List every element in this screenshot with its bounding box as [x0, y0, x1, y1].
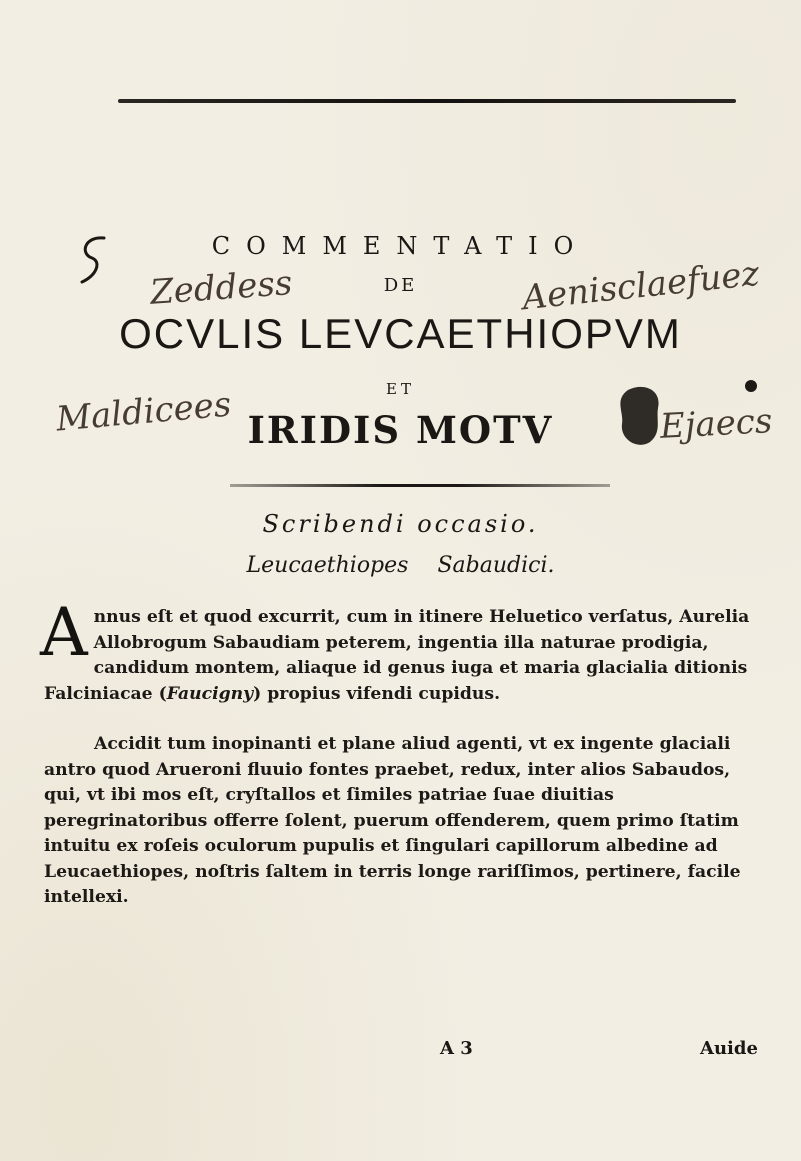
ink-dot-icon — [745, 380, 757, 392]
title-commentatio: COMMENTATIO — [211, 232, 590, 260]
middle-rule — [230, 484, 610, 487]
handwritten-note-3: Maldicees — [54, 384, 233, 440]
title-ocvlis-levcaethiopvm: OCVLIS LEVCAETHIOPVM — [119, 310, 682, 357]
top-rule — [118, 99, 736, 103]
handwritten-note-4: Ejaecs — [659, 401, 774, 447]
catchword: Auide — [700, 1038, 758, 1059]
title-de: DE — [383, 275, 418, 296]
paragraph-1-italic: Faucigny — [166, 683, 254, 704]
title-et: ET — [386, 380, 415, 398]
paragraph-1-text: nnus eſt et quod excurrit, cum in itinere Heluetico verſatus, Aurelia Allobrogum Sabaudiam peterem, ingentia illa naturae prodigia, candidum montem, aliaque id genus iuga et maria glacialia ditionis Falciniacae ( — [44, 607, 750, 704]
section-subheading: Leucaethiopes Sabaudici. — [246, 553, 555, 578]
paragraph-2 — [44, 732, 764, 911]
page-footer — [0, 1038, 801, 1068]
paragraph-2-text: Accidit tum inopinanti et plane aliud agenti, vt ex ingente glaciali antro quod Arueroni fluuio fontes praebet, redux, inter alios Sabaudos, qui, vt ibi mos eſt, cryſtallos et ſimiles patriae ſuae diuitias peregrinatoribus offerre ſolent, puerum offenderem, quem primo ſtatim intuitu ex roſeis oculorum pupulis et ſingulari capillorum albedine ad Leucaethiopes, noſtris ſaltem in terris longe rariſſimos, pertinere, facile intellexi. — [44, 734, 741, 907]
paragraph-1 — [40, 594, 764, 707]
paragraph-1-text-end: ) propius vifendi cupidus. — [253, 683, 501, 704]
handwritten-note-1: Zeddess — [148, 263, 294, 313]
drop-cap: A — [40, 594, 88, 671]
handwritten-note-2: Aenisclaefuez — [520, 253, 762, 319]
section-heading: Scribendi occasio. — [262, 510, 539, 538]
title-iridis-motv: IRIDIS MOTV — [247, 408, 554, 452]
signature-mark: A 3 — [440, 1038, 473, 1059]
